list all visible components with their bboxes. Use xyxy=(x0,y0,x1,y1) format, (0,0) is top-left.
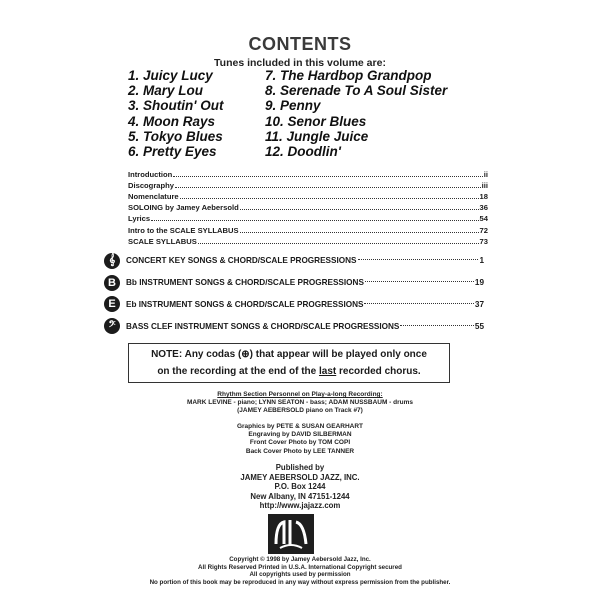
toc-label: SCALE SYLLABUS xyxy=(128,236,197,246)
key-page: 1 xyxy=(479,256,484,266)
bass-clef-icon: 𝄢 xyxy=(104,318,120,334)
publisher-block xyxy=(0,463,600,511)
tune-item: 5. Tokyo Blues xyxy=(128,128,223,144)
leader-dots xyxy=(180,198,479,199)
credits-block xyxy=(0,423,600,456)
key-row-bass xyxy=(104,315,484,337)
tune-item: 9. Penny xyxy=(265,98,321,114)
e-flat-icon: E xyxy=(104,296,120,312)
footer-line: Copyright © 1998 by Jamey Aebersold Jazz, Inc. xyxy=(229,556,371,563)
credit-line: Front Cover Photo by TOM COPI xyxy=(249,439,351,447)
copyright-footer xyxy=(0,556,600,586)
underlined-word: last xyxy=(318,366,337,377)
key-label: Bb INSTRUMENT SONGS & CHORD/SCALE PROGRESSIONS xyxy=(126,278,364,288)
key-page: 37 xyxy=(474,299,484,309)
toc-row xyxy=(128,179,488,190)
note-line-1: NOTE: Any codas (⊕) that appear will be played only once xyxy=(151,349,427,360)
tune-item: 11. Jungle Juice xyxy=(265,128,369,144)
footer-line: No portion of this book may be reproduced in any way without express permission from the publisher. xyxy=(149,578,451,586)
tune-item: 2. Mary Lou xyxy=(128,83,204,99)
tune-item: 6. Pretty Eyes xyxy=(128,144,217,160)
leader-dots xyxy=(358,259,479,260)
toc-label: Discography xyxy=(128,181,174,191)
footer-line: All Rights Reserved Printed in U.S.A. International Copyright secured xyxy=(198,563,402,571)
key-page: 55 xyxy=(474,321,484,331)
toc-page: iii xyxy=(481,181,488,191)
leader-dots xyxy=(198,243,479,244)
tune-item: 10. Senor Blues xyxy=(265,113,367,129)
toc-page: 72 xyxy=(479,225,488,235)
leader-dots xyxy=(240,209,479,210)
toc-label: Introduction xyxy=(128,170,173,180)
b-flat-icon: B xyxy=(104,275,120,291)
tune-list-right xyxy=(265,68,447,159)
toc-page: 54 xyxy=(479,214,488,224)
toc-page: 18 xyxy=(479,192,488,202)
tune-item: 3. Shoutin' Out xyxy=(128,98,224,114)
page-title: CONTENTS xyxy=(248,34,352,54)
publisher-logo xyxy=(268,514,314,554)
toc-row xyxy=(128,201,488,212)
tune-item: 4. Moon Rays xyxy=(128,113,216,129)
footer-line: All copyrights used by permission xyxy=(249,571,351,579)
key-label: BASS CLEF INSTRUMENT SONGS & CHORD/SCALE PROGRESSIONS xyxy=(126,321,400,331)
tune-item: 1. Juicy Lucy xyxy=(128,68,213,83)
leader-dots xyxy=(364,303,473,304)
key-row-bb xyxy=(104,272,484,294)
publisher-line: JAMEY AEBERSOLD JAZZ, INC. xyxy=(240,472,360,482)
publisher-line: Published by xyxy=(275,463,325,472)
key-page: 19 xyxy=(474,278,484,288)
credit-line: Back Cover Photo by LEE TANNER xyxy=(245,447,355,455)
table-of-contents xyxy=(128,168,488,246)
note-line-2: on the recording at the end of the last recorded chorus. xyxy=(157,366,421,377)
tune-item: 8. Serenade To A Soul Sister xyxy=(265,83,448,99)
toc-page: 73 xyxy=(479,236,488,246)
toc-row xyxy=(128,235,488,246)
toc-page: 36 xyxy=(479,203,488,213)
tunes-subtitle: Tunes included in this volume are: xyxy=(214,57,386,69)
credit-line: Graphics by PETE & SUSAN GEARHART xyxy=(236,423,364,430)
toc-row xyxy=(128,190,488,201)
leader-dots xyxy=(175,187,481,188)
publisher-line: http://www.jajazz.com xyxy=(259,501,341,511)
toc-row xyxy=(128,212,488,223)
treble-clef-icon: 𝄞 xyxy=(104,253,120,269)
leader-dots xyxy=(365,281,474,282)
key-row-eb xyxy=(104,294,484,316)
key-row-concert xyxy=(104,250,484,272)
toc-row xyxy=(128,223,488,234)
leader-dots xyxy=(173,176,482,177)
toc-page: ii xyxy=(483,170,488,180)
tune-list-left xyxy=(128,68,223,159)
personnel-line: MARK LEVINE - piano; LYNN SEATON - bass; ADAM NUSSBAUM - drums xyxy=(186,399,414,407)
coda-note-box xyxy=(128,343,450,383)
tune-item: 7. The Hardbop Grandpop xyxy=(265,68,432,83)
instrument-key-sections xyxy=(104,250,484,337)
personnel-block xyxy=(0,391,600,416)
ja-logo-icon xyxy=(268,514,314,554)
personnel-heading: Rhythm Section Personnel on Play-a-long Recording: xyxy=(217,391,383,398)
toc-label: Intro to the SCALE SYLLABUS xyxy=(128,225,239,235)
leader-dots xyxy=(151,220,478,221)
toc-row xyxy=(128,168,488,179)
toc-label: Nomenclature xyxy=(128,192,179,202)
leader-dots xyxy=(400,325,473,326)
key-label: CONCERT KEY SONGS & CHORD/SCALE PROGRESSIONS xyxy=(126,256,357,266)
credit-line: Engraving by DAVID SILBERMAN xyxy=(248,431,352,439)
leader-dots xyxy=(240,232,479,233)
toc-label: Lyrics xyxy=(128,214,151,224)
publisher-line: New Albany, IN 47151-1244 xyxy=(250,491,350,501)
key-label: Eb INSTRUMENT SONGS & CHORD/SCALE PROGRESSIONS xyxy=(126,299,364,309)
publisher-line: P.O. Box 1244 xyxy=(274,482,326,492)
toc-label: SOLOING by Jamey Aebersold xyxy=(128,203,239,213)
personnel-line: (JAMEY AEBERSOLD piano on Track #7) xyxy=(237,407,363,415)
tune-item: 12. Doodlin' xyxy=(265,144,341,160)
